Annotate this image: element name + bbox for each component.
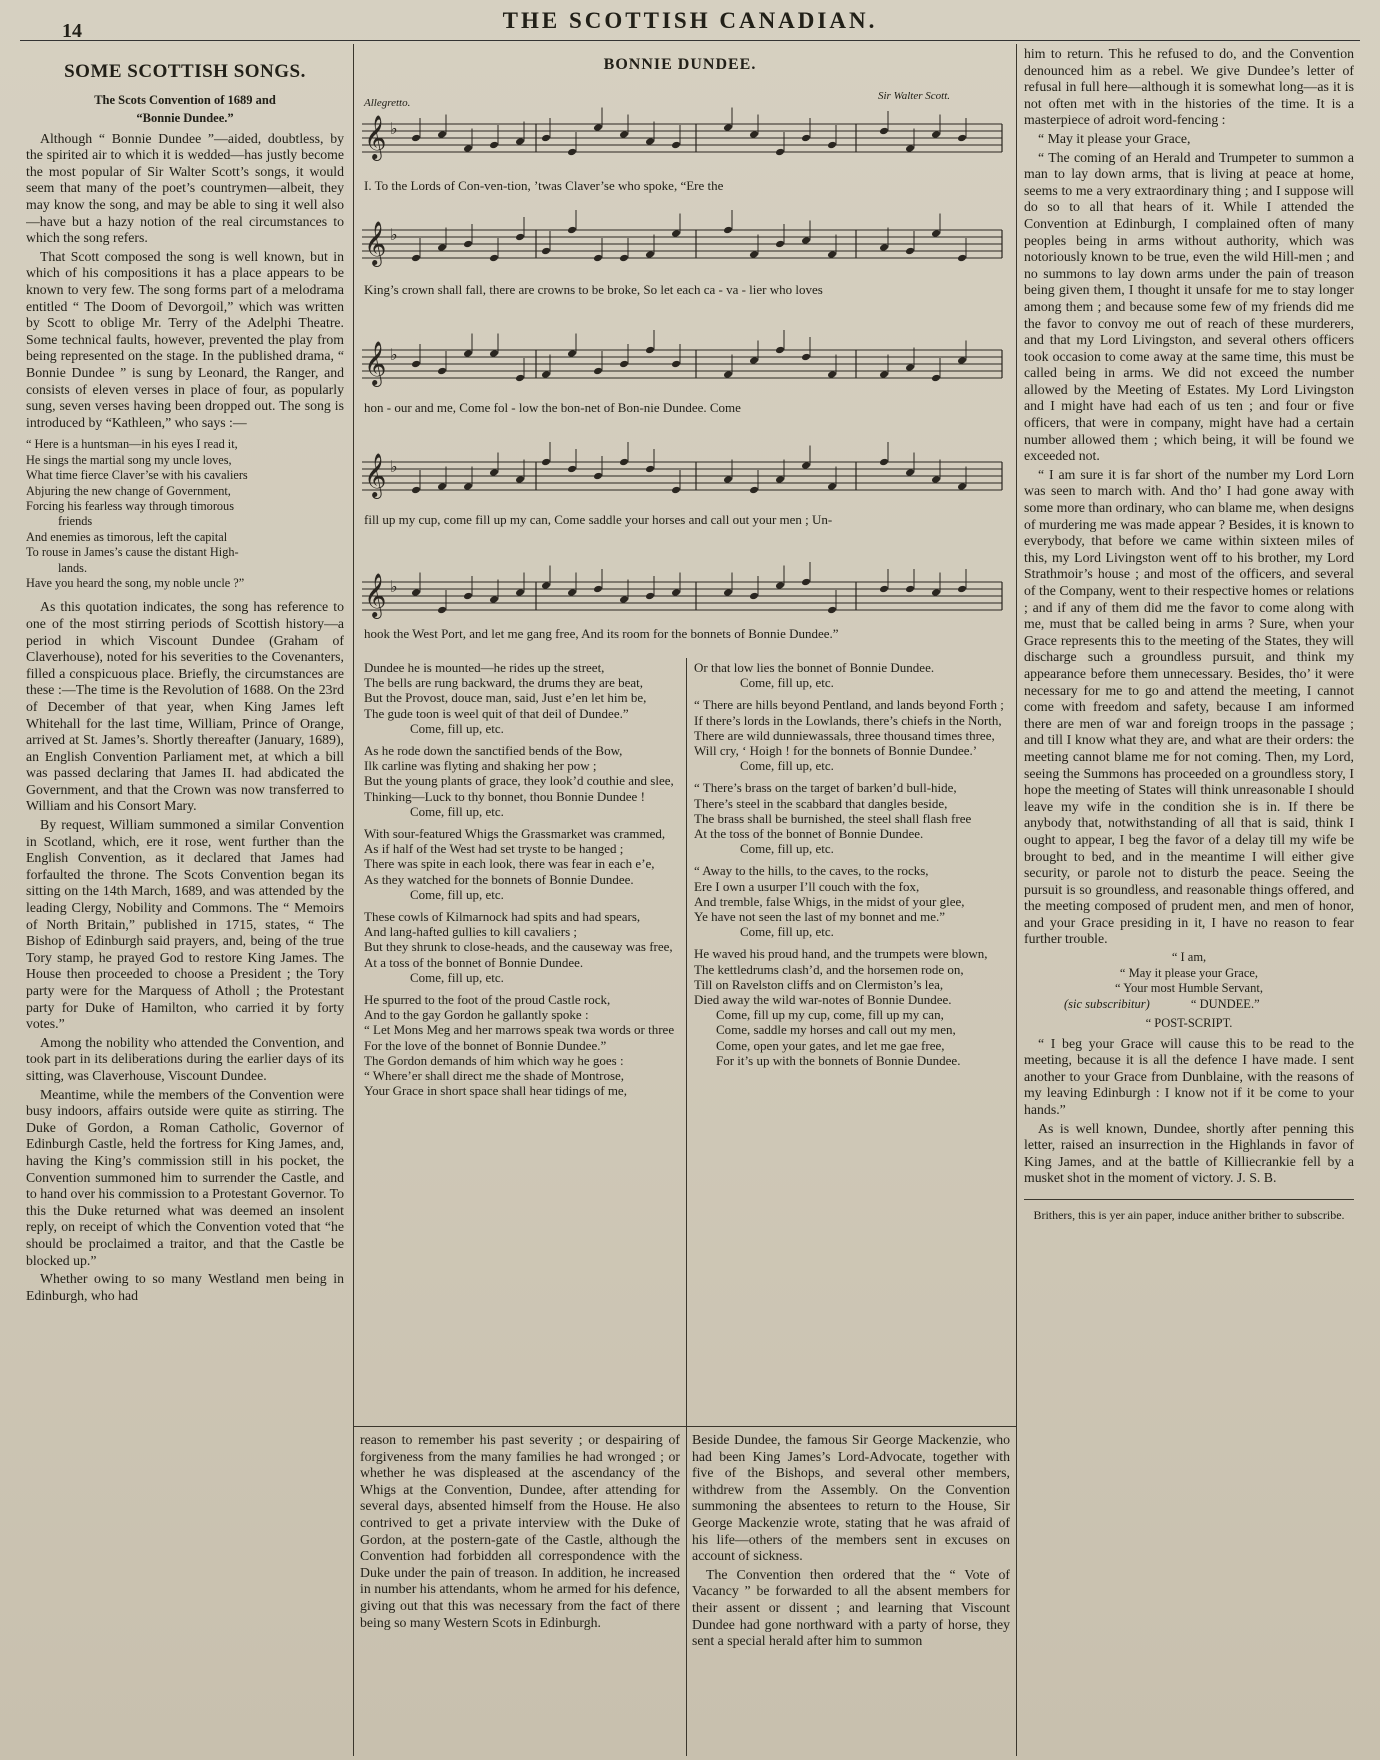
verse-line: “ There’s brass on the target of barken’d bull-hide, (694, 780, 957, 796)
note-head (931, 374, 941, 383)
note-head (749, 250, 759, 259)
note-head (671, 229, 681, 238)
note-head (931, 588, 941, 597)
note-head (463, 144, 473, 153)
paragraph: The Convention then ordered that the “ Vote of Vacancy ” be forwarded to all the absent members for their assent or dissent ; and learning that Viscount Dundee had gone northward with a party of horse, they sent a special herald after him to summon (692, 1566, 1010, 1649)
flat-sign-icon: ♭ (390, 225, 398, 244)
note-head (801, 353, 811, 362)
verse-line: For it’s up with the bonnets of Bonnie Dundee. (716, 1052, 961, 1068)
note-head (905, 468, 915, 477)
quote-line: Have you heard the song, my noble uncle ?” (26, 575, 245, 590)
song-title: BONNIE DUNDEE. (603, 56, 757, 73)
verses-left (364, 660, 680, 1098)
letter-salutation: “ May it please your Grace, (1038, 130, 1191, 146)
note-head (957, 356, 967, 365)
note-head (775, 581, 785, 590)
chorus-line: Come, fill up, etc. (740, 841, 834, 857)
verse-line: Thinking—Luck to thy bonnet, thou Bonnie Dundee ! (364, 788, 645, 804)
note-head (879, 585, 889, 594)
quote-line: What time fierce Claver’se with his cavaliers (26, 468, 248, 483)
note-head (671, 141, 681, 150)
note-head (827, 370, 837, 379)
note-head (593, 585, 603, 594)
verse-line: As he rode down the sanctified bends of the Bow, (364, 743, 623, 759)
bottom-mid-left-column (360, 1432, 680, 1754)
note-head (463, 482, 473, 491)
note-head (489, 595, 499, 604)
verse-line: Dundee he is mounted—he rides up the street, (364, 660, 605, 675)
note-head (567, 148, 577, 157)
verse-gap (364, 985, 680, 992)
verse-line: At the toss of the bonnet of Bonnie Dundee. (694, 826, 924, 842)
music-staff-1 (356, 104, 1006, 174)
note-head (775, 240, 785, 249)
lyric-line-1: I. To the Lords of Con-ven-tion, ’twas Claver’se who spoke, “Ere the (364, 178, 724, 193)
note-head (515, 137, 525, 146)
verse-line: And lang-hafted gullies to kill cavaliers ; (364, 924, 577, 940)
verse-gap (694, 856, 1010, 863)
verse-gap (364, 736, 680, 743)
verse-line: But the young plants of grace, they look’d couthie and slee, (364, 773, 674, 789)
note-head (567, 349, 577, 358)
verse-line: Ere I own a usurper I’ll couch with the fox, (694, 878, 920, 894)
verse-line: “ Let Mons Meg and her marrows speak twa words or three (364, 1022, 675, 1038)
lyric-line-3: hon - our and me, Come fol - low the bon-net of Bon-nie Dundee. Come (364, 400, 741, 415)
note-head (541, 370, 551, 379)
verse-line: The Gordon demands of him which way he goes : (364, 1052, 624, 1068)
verse-line: The kettledrums clash’d, and the horsemen rode on, (694, 961, 964, 977)
verse-line: For the love of the bonnet of Bonnie Dundee.” (364, 1037, 607, 1053)
letter-body: “ I beg your Grace will cause this to be read to the meeting, because it is all the defence I have made. I sent another to your Grace from Dunblaine, with the reasons of my leaving Edinburgh : I know not if it be come to your hands.” (1024, 1035, 1354, 1117)
verses-right (694, 660, 1010, 1068)
verse-line: “ Away to the hills, to the caves, to the rocks, (694, 863, 929, 879)
left-column (26, 50, 344, 1756)
note-head (879, 243, 889, 252)
note-head (905, 585, 915, 594)
note-head (931, 475, 941, 484)
lyric-line-5: hook the West Port, and let me gang free, And its room for the bonnets of Bonnie Dundee.” (364, 626, 839, 641)
verse-gap (364, 819, 680, 826)
note-head (541, 581, 551, 590)
letter-body: “ I am sure it is far short of the number my Lord Lorn was seen to march with. And tho’ I had gone away with some more than ordinary, who can blame me, when designs of murdering me was made appear ? Besides, it is known to everybody, that before we came within sixteen miles of this, my Lord Livingston went off to his brother, my Lord Strathmoir’s house ; and most of the officers, and several of the Company, went to their respective homes or relations ; and if any of them did me the favor to come along with me, must that be called being in arms ? Sure, when your Grace represents this to the meeting of the States, they will discharge such a groundless pursuit, and think my appearance before them unnecessary. Besides, tho’ it were necessary for me to go and attend the meeting, I cannot come with freedom and safety, because I am informed there are men of war and foreign troops in the passage ; and till I know what they are, and what are their orders: the meeting cannot blame me for not coming. Then, my Lord, seeing the Summons has proceeded on a groundless story, I hope the meeting of States will think unreasonable I should leave my wife in the condition she is in. If there be anybody that, notwithstanding of all that is said, think I ought to appear, I beg the favor of a delay till my wife be brought to bed, and in the meantime I will either give security, or parole not to disturb the peace. Seeing the pursuit is so groundless, and reasonable things offered, and the meeting composed of prudent men, and men of honor, and your Grace presiding in it, I have no reason to fear further trouble. (1024, 466, 1354, 947)
note-head (489, 468, 499, 477)
note-head (957, 482, 967, 491)
note-head (489, 141, 499, 150)
music-staff-3 (356, 330, 1006, 400)
song-author: Sir Walter Scott. (878, 90, 951, 102)
right-column (1024, 46, 1354, 1756)
article-subtitle-1: The Scots Convention of 1689 and (94, 92, 276, 107)
paragraph: By request, William summoned a similar Convention in Scotland, which, ere it rose, went further than the English Convention, as it declared that James had forfaulted the throne. The Scots Convention began its sitting on the 14th March, 1689, and was attended by the leading Clergy, Nobility and Commons. The “ Memoirs of North Britain,” published in 1715, states, “ The Bishop of Edinburgh said prayers, and, being of the true Tory stamp, he prayed God to restore King James. The House then proceeded to choose a President ; the Tory party were for the Marquess of Atholl ; the Protestant party for Duke of Hamilton, who carried it by forty votes.” (26, 817, 344, 1032)
page-header (20, 6, 1360, 41)
verse-line: Will cry, ‘ Hoigh ! for the bonnets of Bonnie Dundee.’ (694, 743, 978, 759)
note-head (957, 254, 967, 263)
note-head (437, 243, 447, 252)
note-head (567, 226, 577, 235)
chorus-line: Come, fill up, etc. (410, 969, 504, 985)
note-head (489, 349, 499, 358)
chorus-line: Come, fill up, etc. (410, 720, 504, 736)
paragraph: As this quotation indicates, the song has reference to one of the most stirring periods of Scottish history—a period in which Viscount Dundee (Graham of Claverhouse), noted for his severities to the Covenanters, filled a conspicuous place. Briefly, the circumstances are these :—The time is the Revolution of 1688. On the 23rd of December of that year, when King James left Whitehall for the last time, William, Prince of Orange, arrived at St. James’s. Shortly thereafter (January, 1689), an English Convention Parliament met, at which a bill was passed declaring that James II. had abdicated the Government, and that the Crown was now transferred to William and his Consort Mary. (26, 599, 344, 814)
verse-line: Come, saddle my horses and call out my men, (716, 1022, 956, 1038)
note-head (489, 254, 499, 263)
note-head (541, 247, 551, 256)
note-head (827, 482, 837, 491)
paragraph: reason to remember his past severity ; or despairing of forgiveness from the many families he had wronged ; or whether he was displeased at the ascendancy of the Whigs at the Convention, Dundee, after attending for several days, absented himself from the House. He also contrived to get a private interview with the Duke of Gordon, at the postern-gate of the Castle, although the Convention had forbidden all correspondence with the Duke under the pain of treason. In addition, he increased in number his attendants, whom he armed for his defence, giving out that this was necessary from the fact of there being so many Western Scots in Edinburgh. (360, 1432, 680, 1630)
verse-line: But they shrunk to close-heads, and the causeway was free, (364, 939, 673, 955)
note-head (463, 240, 473, 249)
signature-line-3: “ Your most Humble Servant, (1115, 981, 1263, 996)
note-head (749, 130, 759, 139)
verse-line: Till on Ravelston cliffs and on Clermiston’s lea, (694, 976, 944, 992)
paragraph: him to return. This he refused to do, and the Convention denounced him as a rebel. We give Dundee’s letter of refusal in full here—although it is somewhat long—as it is not often met with in the histories of the time. It is a masterpiece of adroit word-fencing : (1024, 46, 1354, 128)
note-head (931, 229, 941, 238)
chorus-line: Come, fill up, etc. (740, 924, 834, 940)
note-head (775, 148, 785, 157)
note-head (515, 233, 525, 242)
note-head (515, 588, 525, 597)
note-head (437, 130, 447, 139)
quote-line: He sings the martial song my uncle loves, (26, 452, 232, 467)
note-head (749, 486, 759, 495)
note-head (437, 482, 447, 491)
treble-clef-icon: 𝄞 (364, 573, 387, 617)
note-head (827, 141, 837, 150)
article-subtitle-2: “Bonnie Dundee.” (136, 110, 234, 125)
note-head (749, 592, 759, 601)
signature-line-2: “ May it please your Grace, (1119, 965, 1259, 980)
verse-line: He waved his proud hand, and the trumpets were blown, (694, 946, 988, 962)
note-head (645, 592, 655, 601)
column-rule-3 (1016, 44, 1017, 1756)
note-head (515, 475, 525, 484)
verse-line: Or that low lies the bonnet of Bonnie Dundee. (694, 660, 935, 675)
note-head (723, 370, 733, 379)
lyric-line-2: King’s crown shall fall, there are crowns to be broke, So let each ca - va - lier who loves (364, 282, 823, 297)
verse-gap (694, 939, 1010, 946)
verse-line: At a toss of the bonnet of Bonnie Dundee. (364, 954, 584, 970)
verse-line: Died away the wild war-notes of Bonnie Dundee. (694, 992, 952, 1008)
flat-sign-icon: ♭ (390, 457, 398, 476)
quote-line: Forcing his fearless way through timorous (26, 498, 234, 513)
note-head (567, 465, 577, 474)
note-head (411, 254, 421, 263)
footer-rule (1024, 1199, 1354, 1200)
verse-line: If there’s lords in the Lowlands, there’s chiefs in the North, (694, 712, 1002, 728)
verse-line: The gude toon is weel quit of that deil of Dundee.” (364, 705, 629, 721)
note-head (541, 458, 551, 467)
chorus-line: Come, fill up, etc. (410, 886, 504, 902)
note-head (645, 137, 655, 146)
bottom-mid-right-column (692, 1432, 1010, 1754)
sic-note: (sic subscribitur) (1064, 996, 1150, 1011)
note-head (723, 475, 733, 484)
section-divider (353, 1426, 1016, 1427)
verse-line: “ There are hills beyond Pentland, and lands beyond Forth ; (694, 697, 1004, 713)
verse-gap (694, 690, 1010, 697)
note-head (879, 127, 889, 136)
note-head (671, 360, 681, 369)
paragraph: As is well known, Dundee, shortly after penning this letter, raised an insurrection in the Highlands in favor of King James, and at the battle of Killiecrankie fell by a musket shot in the moment of victory. J. S. B. (1024, 1120, 1354, 1186)
note-head (827, 250, 837, 259)
note-head (619, 458, 629, 467)
music-staff-2 (356, 210, 1006, 280)
footer-note: Brithers, this is yer ain paper, induce anither brither to subscribe. (1033, 1207, 1345, 1222)
note-head (515, 374, 525, 383)
note-head (671, 588, 681, 597)
paragraph: Among the nobility who attended the Convention, and took part in its deliberations during the earlier days of its sitting, was Claverhouse, Viscount Dundee. (26, 1034, 344, 1083)
note-head (645, 250, 655, 259)
verse-line: Come, fill up my cup, come, fill up my can, (716, 1007, 944, 1023)
treble-clef-icon: 𝄞 (364, 453, 387, 497)
note-head (801, 578, 811, 587)
note-head (775, 346, 785, 355)
note-head (463, 592, 473, 601)
note-head (437, 606, 447, 615)
note-head (619, 360, 629, 369)
verse-line: He spurred to the foot of the proud Castle rock, (364, 992, 611, 1008)
verse-line: The brass shall be burnished, the steel shall flash free (694, 810, 972, 826)
verse-line: As if half of the West had set tryste to be hanged ; (364, 841, 624, 857)
note-head (905, 144, 915, 153)
note-head (749, 356, 759, 365)
note-head (801, 461, 811, 470)
note-head (723, 123, 733, 132)
treble-clef-icon: 𝄞 (364, 221, 387, 265)
verse-line: Your Grace in short space shall hear tidings of me, (364, 1083, 627, 1099)
column-rule-2 (686, 658, 687, 1756)
note-head (827, 606, 837, 615)
verse-line: Come, open your gates, and let me gae free, (716, 1037, 945, 1053)
verse-line: There was spite in each look, there was fear in each e’e, (364, 856, 655, 872)
note-head (801, 236, 811, 245)
letter-body: “ The coming of an Herald and Trumpeter to summon a man to lay down arms, that is living at peace at home, seems to me a very extraordinary thing ; and I suppose will do so to all that hears of it. While I attended the Convention at Edinburgh, I complained often of many peoples being in arms without authority, which was notoriously known to be true, even the wild Hill-men ; and no summons to lay down arms under the pain of treason being given them, I thought it unsafe for me to stay longer among them ; and because some few of my friends did me the favor to convoy me out of reach of these murderers, and that my Lord Livingston, and several others officers took occasion to come away at the same time, this must be called being in arms. We did not exceed the number allowed by the Meeting of Estates. My Lord Livingston and I might have had each of us ten ; and four or five officers, that were in company, might have had a certain number allowed them ; which being, it will be found we exceeded not. (1024, 149, 1354, 464)
flat-sign-icon: ♭ (390, 577, 398, 596)
verse-line: Ilk carline was flyting and shaking her pow ; (364, 758, 597, 774)
lyric-line-4: fill up my cup, come fill up my can, Come saddle your horses and call out your men ; Un- (364, 512, 833, 527)
note-head (801, 134, 811, 143)
note-head (619, 595, 629, 604)
note-head (645, 346, 655, 355)
quote-line: And enemies as timorous, left the capital (26, 529, 228, 544)
note-head (619, 254, 629, 263)
treble-clef-icon: 𝄞 (364, 341, 387, 385)
music-staff-5 (356, 562, 1006, 632)
signature-line-4 (1024, 997, 1354, 1013)
verse-line: “ Where’er shall direct me the shade of Montrose, (364, 1068, 625, 1084)
page-number: 14 (62, 20, 82, 42)
column-rule-1 (353, 44, 354, 1756)
note-head (879, 458, 889, 467)
paragraph: Beside Dundee, the famous Sir George Mackenzie, who had been King James’s Lord-Advocate, together with five of the Bishops, and several other members, withdrew from the Assembly. On the Convention summoning the absentees to return to the House, Sir George Mackenzie wrote, stating that he was afraid of his life—others of the members sent in excuses on account of sickness. (692, 1432, 1010, 1564)
note-head (957, 585, 967, 594)
note-head (593, 123, 603, 132)
note-head (411, 134, 421, 143)
kathleen-quote (26, 437, 344, 591)
chorus-line: Come, fill up, etc. (410, 803, 504, 819)
verse-line: Ye have not seen the last of my bonnet and me.” (694, 909, 946, 925)
article-title: SOME SCOTTISH SONGS. (64, 61, 306, 82)
verse-line: The bells are rung backward, the drums they are beat, (364, 675, 644, 691)
quote-line: lands. (58, 560, 88, 575)
note-head (437, 367, 447, 376)
chorus-line: Come, fill up, etc. (740, 758, 834, 774)
note-head (905, 247, 915, 256)
masthead: THE SCOTTISH CANADIAN. (502, 8, 878, 33)
chorus-line: Come, fill up, etc. (740, 675, 834, 691)
note-head (645, 465, 655, 474)
verse-line: And tremble, false Whigs, in the midst of your glee, (694, 893, 965, 909)
music-staff-4 (356, 442, 1006, 512)
note-head (619, 130, 629, 139)
verse-line: And to the gay Gordon he gallantly spoke : (364, 1007, 589, 1023)
signature-line-1: “ I am, (1171, 950, 1207, 965)
paragraph: Whether owing to so many Westland men being in Edinburgh, who had (26, 1271, 344, 1303)
flat-sign-icon: ♭ (390, 345, 398, 364)
note-head (723, 226, 733, 235)
verse-line: As they watched for the bonnets of Bonnie Dundee. (364, 871, 634, 887)
note-head (671, 486, 681, 495)
paragraph: Meantime, while the members of the Convention were busy indoors, affairs outside were quite as stirring. The Duke of Gordon, a Roman Catholic, Governor of Edinburgh Castle, held the fortress for King James, and, having the King’s commission still in his pocket, the Convention summoned him to surrender the Castle, and to hand over his commission to a Protestant Governor. To this the Duke returned what was deemed an insolent reply, on receipt of which the Convention voted that “he should be proclaimed a traitor, and that the Castle be blocked up.” (26, 1086, 344, 1268)
quote-line: friends (58, 514, 93, 529)
note-head (541, 134, 551, 143)
note-head (411, 360, 421, 369)
note-head (411, 588, 421, 597)
verse-line: These cowls of Kilmarnock had spits and had spears, (364, 909, 641, 925)
tempo-marking: Allegretto. (364, 97, 411, 109)
quote-line: To rouse in James’s cause the distant High- (26, 545, 239, 560)
note-head (775, 475, 785, 484)
note-head (593, 254, 603, 263)
note-head (411, 486, 421, 495)
note-head (567, 588, 577, 597)
verse-line: But the Provost, douce man, said, Just e’en let him be, (364, 690, 647, 706)
verse-line: There are wild dunniewassals, three thousand times three, (694, 727, 995, 743)
note-head (593, 367, 603, 376)
verse-line: There’s steel in the scabbard that dangles beside, (694, 795, 948, 811)
note-head (879, 370, 889, 379)
verse-gap (364, 902, 680, 909)
note-head (463, 349, 473, 358)
quote-line: “ Here is a huntsman—in his eyes I read it, (26, 437, 238, 452)
signature-name: “ DUNDEE.” (1190, 996, 1260, 1011)
paragraph: That Scott composed the song is well known, but in which of his compositions it has a place appears to be known to very few. The song forms part of a melodrama entitled “ The Doom of Devorgoil,” which was written by Scott to oblige Mr. Terry of the Adelphi Theatre. Some technical faults, however, prevented the play from being represented on the stage. In the published drama, “ Bonnie Dundee ” is sung by Leonard, the Ranger, and consists of eleven verses in place of four, as popularly sung, seven verses having been dropped out. The song is introduced by “Kathleen,” who says :— (26, 248, 344, 430)
postscript-heading: “ POST-SCRIPT. (1145, 1016, 1233, 1031)
verse-gap (694, 773, 1010, 780)
quote-line: Abjuring the new change of Government, (26, 483, 231, 498)
note-head (905, 363, 915, 372)
note-head (957, 134, 967, 143)
flat-sign-icon: ♭ (390, 119, 398, 138)
verse-line: With sour-featured Whigs the Grassmarket was crammed, (364, 826, 666, 842)
note-head (931, 130, 941, 139)
treble-clef-icon: 𝄞 (364, 115, 387, 159)
note-head (593, 472, 603, 481)
paragraph: Although “ Bonnie Dundee ”—aided, doubtless, by the spirited air to which it is wedded—has justly become the most popular of Sir Walter Scott’s songs, it would seem that many of the poet’s countrymen—albeit, they may know the song, and may be able to sing it well also—have but a hazy notion of the real circumstances to which the song refers. (26, 130, 344, 246)
note-head (723, 588, 733, 597)
